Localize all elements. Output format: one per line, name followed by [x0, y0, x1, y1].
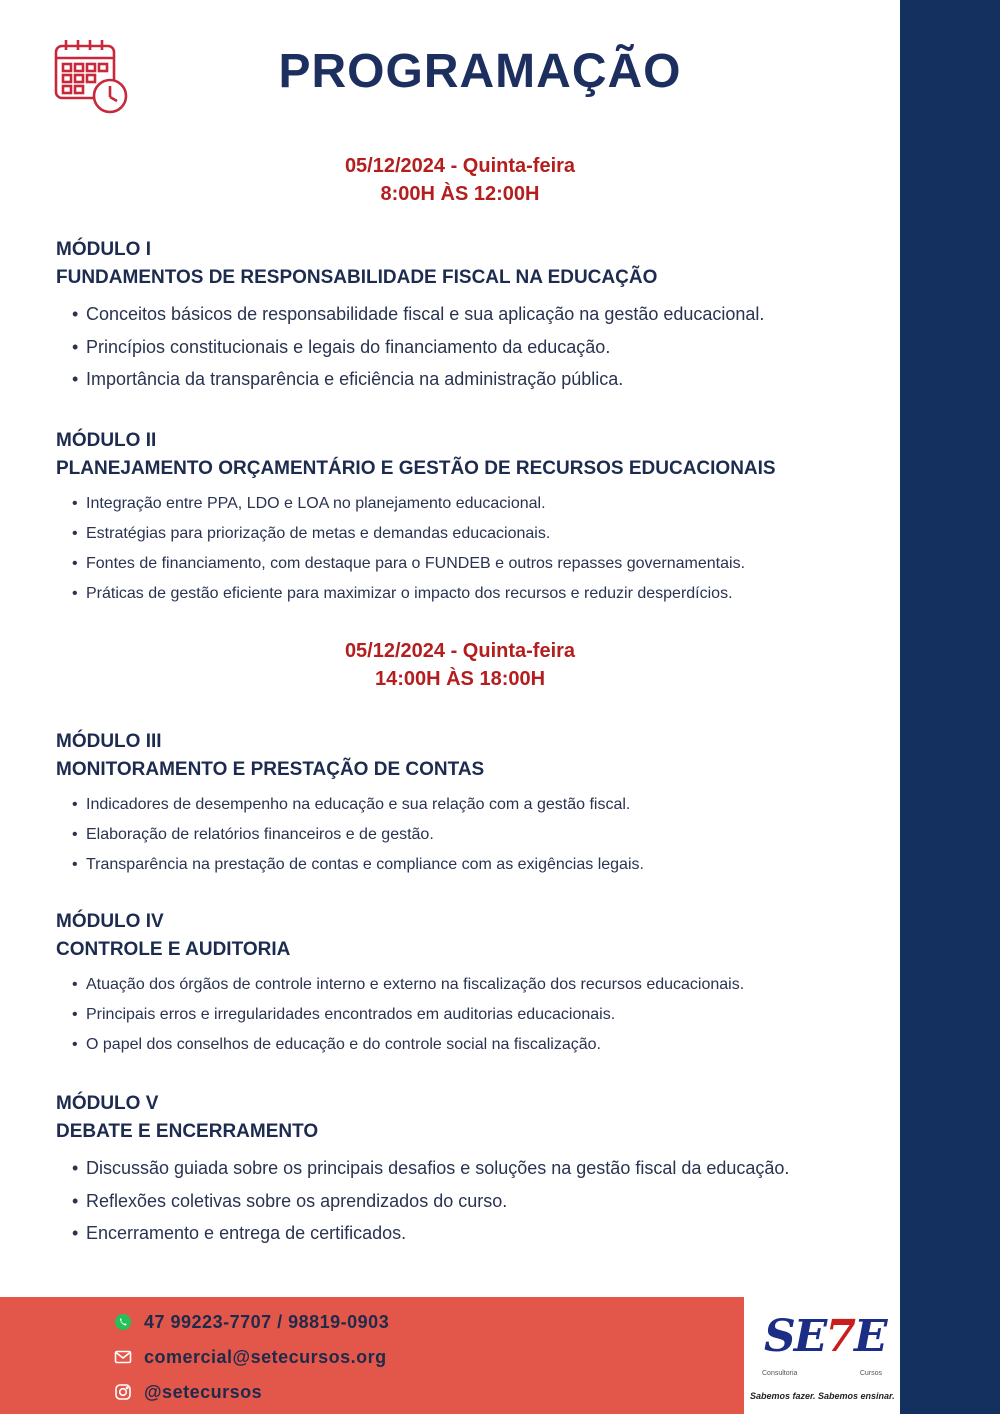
list-item: • Importância da transparência e eficiência na administração pública. [56, 363, 886, 396]
list-item: • Encerramento e entrega de certificados. [56, 1217, 886, 1250]
module-title: FUNDAMENTOS DE RESPONSABILIDADE FISCAL NA EDUCAÇÃO [56, 267, 658, 288]
right-side-bar [900, 0, 1000, 1414]
module-topic-list [56, 298, 886, 396]
module-3 [56, 728, 886, 880]
list-item: • Indicadores de desempenho na educação e sua relação com a gestão fiscal. [56, 790, 886, 820]
module-topic-list [56, 489, 886, 609]
module-title: CONTROLE E AUDITORIA [56, 939, 291, 960]
module-number: MÓDULO IV [56, 911, 164, 932]
module-5 [56, 1090, 886, 1250]
list-item: • Principais erros e irregularidades encontrados em auditorias educacionais. [56, 1000, 886, 1030]
session-date: 05/12/2024 - Quinta-feira [344, 640, 576, 662]
list-item: • Conceitos básicos de responsabilidade fiscal e sua aplicação na gestão educacional. [56, 298, 886, 331]
phone-number[interactable]: 47 99223-7707 / 98819-0903 [144, 1311, 390, 1332]
module-title: DEBATE E ENCERRAMENTO [56, 1121, 319, 1142]
page-title: PROGRAMAÇÃO [278, 45, 682, 98]
list-item: • O papel dos conselhos de educação e do controle social na fiscalização. [56, 1030, 886, 1060]
list-item: • Discussão guiada sobre os principais desafios e soluções na gestão fiscal da educação. [56, 1152, 886, 1185]
instagram-handle[interactable]: @setecursos [144, 1381, 263, 1402]
module-title: PLANEJAMENTO ORÇAMENTÁRIO E GESTÃO DE RECURSOS EDUCACIONAIS [56, 458, 776, 479]
instagram-icon [114, 1383, 132, 1401]
logo-subtitle: Consultoria Cursos [762, 1370, 882, 1377]
list-item: • Integração entre PPA, LDO e LOA no planejamento educacional. [56, 489, 886, 519]
session-afternoon [180, 637, 740, 693]
list-item: • Práticas de gestão eficiente para maximizar o impacto dos recursos e reduzir desperdícios. [56, 579, 886, 609]
module-number: MÓDULO I [56, 239, 151, 260]
list-item: • Transparência na prestação de contas e compliance com as exigências legais. [56, 850, 886, 880]
list-item: • Atuação dos órgãos de controle interno e externo na fiscalização dos recursos educacionais. [56, 970, 886, 1000]
module-topic-list [56, 790, 886, 880]
calendar-clock-icon [52, 36, 132, 116]
module-number: MÓDULO II [56, 430, 157, 451]
module-topic-list [56, 1152, 886, 1250]
module-4 [56, 908, 886, 1060]
contact-email [114, 1344, 387, 1370]
list-item: • Elaboração de relatórios financeiros e de gestão. [56, 820, 886, 850]
whatsapp-icon [114, 1313, 132, 1331]
contact-instagram [114, 1379, 262, 1405]
list-item: • Princípios constitucionais e legais do financiamento da educação. [56, 331, 886, 364]
module-topic-list [56, 970, 886, 1060]
list-item: • Reflexões coletivas sobre os aprendizados do curso. [56, 1185, 886, 1218]
sete-logo [744, 1297, 900, 1414]
list-item: • Estratégias para priorização de metas e demandas educacionais. [56, 519, 886, 549]
module-2 [56, 427, 886, 609]
session-date: 05/12/2024 - Quinta-feira [344, 155, 576, 177]
logo-tagline: Sabemos fazer. Sabemos ensinar. [750, 1391, 895, 1401]
module-number: MÓDULO V [56, 1093, 159, 1114]
list-item: • Fontes de financiamento, com destaque para o FUNDEB e outros repasses governamentais. [56, 549, 886, 579]
session-time: 14:00H ÀS 18:00H [374, 668, 546, 690]
email-address[interactable]: comercial@setecursos.org [144, 1346, 387, 1367]
contact-phone [114, 1309, 389, 1335]
session-morning [180, 152, 740, 208]
module-number: MÓDULO III [56, 731, 162, 752]
module-1 [56, 236, 886, 396]
envelope-icon [114, 1348, 132, 1366]
session-time: 8:00H ÀS 12:00H [380, 183, 540, 205]
footer-contact-bar [0, 1297, 744, 1414]
module-title: MONITORAMENTO E PRESTAÇÃO DE CONTAS [56, 759, 485, 780]
logo-wordmark: SE7E [764, 1311, 886, 1362]
